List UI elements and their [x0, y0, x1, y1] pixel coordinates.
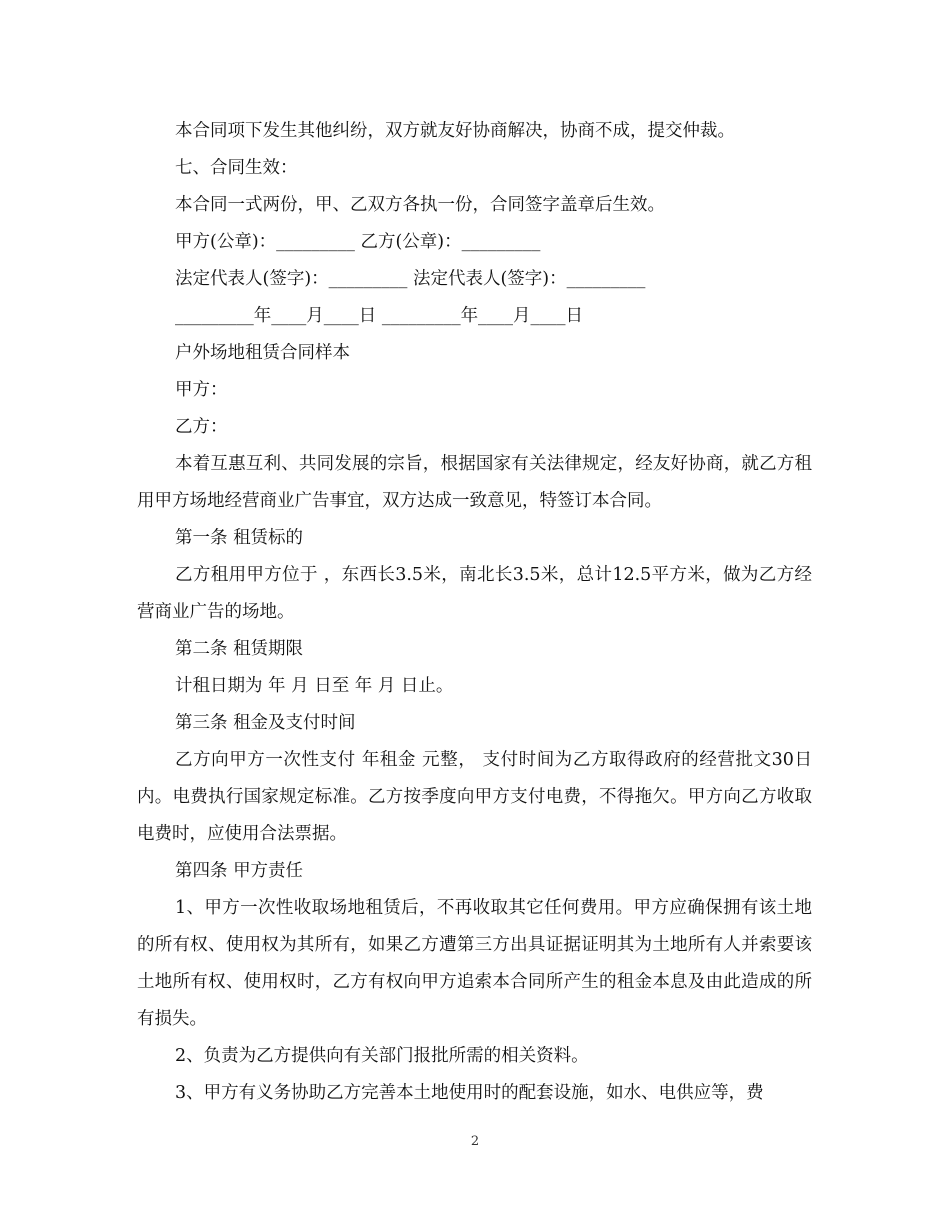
- article-1-heading: 第一条 租赁标的: [175, 528, 304, 548]
- representative-signature-line: 法定代表人(签字)：_________ 法定代表人(签字)：_________: [175, 269, 646, 289]
- document-body: [137, 113, 812, 1112]
- article-2-heading: 第二条 租赁期限: [175, 639, 304, 659]
- party-b-label: 乙方：: [175, 417, 228, 437]
- clause-dispute-text: 本合同项下发生其他纠纷，双方就友好协商解决，协商不成，提交仲裁。: [175, 121, 735, 141]
- article-1-paragraph: 乙方租用甲方位于 ，东西长3.5米，南北长3.5米，总计12.5平方米，做为乙方经营商业广告的场地。: [137, 565, 812, 622]
- party-a-label: 甲方：: [175, 380, 228, 400]
- preamble-paragraph: 本着互惠互利、共同发展的宗旨，根据国家有关法律规定，经友好协商，就乙方租用甲方场地经营商业广告事宜，双方达成一致意见，特签订本合同。: [137, 454, 812, 511]
- article-2-paragraph: 计租日期为 年 月 日至 年 月 日止。: [175, 676, 454, 696]
- section-heading-effectiveness: 七、合同生效：: [175, 158, 298, 178]
- clause-copies-text: 本合同一式两份，甲、乙双方各执一份，合同签字盖章后生效。: [175, 195, 665, 215]
- date-line: _________年____月____日 _________年____月____日: [175, 306, 584, 326]
- article-3-heading: 第三条 租金及支付时间: [175, 713, 356, 733]
- seal-line: 甲方(公章)：_________ 乙方(公章)：_________: [175, 232, 541, 252]
- article-3-paragraph: 乙方向甲方一次性支付 年租金 元整， 支付时间为乙方取得政府的经营批文30日内。电费执行国家规定标准。乙方按季度向甲方支付电费，不得拖欠。甲方向乙方收取电费时，应使用合法票据。: [137, 750, 812, 844]
- article-4-item-3: 3、甲方有义务协助乙方完善本土地使用时的配套设施，如水、电供应等，费: [175, 1083, 764, 1103]
- article-4-item-1: 1、甲方一次性收取场地租赁后，不再收取其它任何费用。甲方应确保拥有该土地的所有权、使用权为其所有，如果乙方遭第三方出具证据证明其为土地所有人并索要该土地所有权、使用权时，乙方有权向甲方追索本合同所产生的租金本息及由此造成的所有损失。: [137, 898, 812, 1029]
- article-4-heading: 第四条 甲方责任: [175, 861, 304, 881]
- sample-contract-title: 户外场地租赁合同样本: [175, 343, 350, 363]
- page-number: 2: [470, 1134, 480, 1149]
- article-4-item-2: 2、负责为乙方提供向有关部门报批所需的相关资料。: [175, 1046, 589, 1066]
